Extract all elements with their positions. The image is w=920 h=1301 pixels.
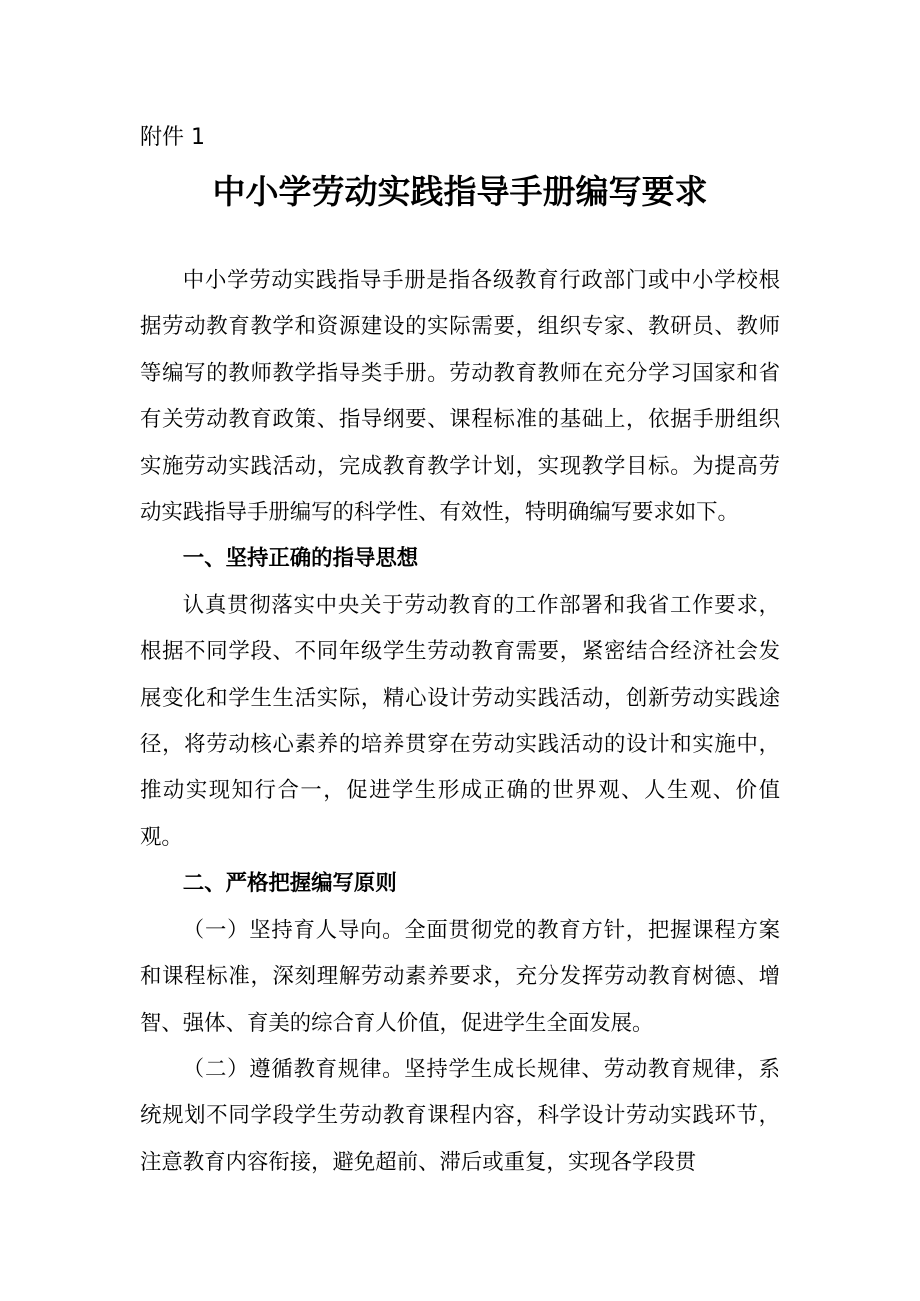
section-guiding-ideology <box>140 536 780 861</box>
section-heading: 二、严格把握编写原则 <box>182 871 397 897</box>
section-paragraph: （一）坚持育人导向。全面贯彻党的教育方针，把握课程方案和课程标准，深刻理解劳动素养要求，充分发挥劳动教育树德、增智、强体、育美的综合育人价值，促进学生全面发展。 <box>140 917 780 1036</box>
section-writing-principles <box>140 861 780 1186</box>
intro-paragraph: 中小学劳动实践指导手册是指各级教育行政部门或中小学校根据劳动教育教学和资源建设的实际需要，组织专家、教研员、教师等编写的教师教学指导类手册。劳动教育教师在充分学习国家和省有关劳动教育政策、指导纲要、课程标准的基础上，依据手册组织实施劳动实践活动，完成教育教学计划，实现教学目标。为提高劳动实践指导手册编写的科学性、有效性，特明确编写要求如下。 <box>140 268 780 526</box>
document-body <box>140 258 780 1186</box>
section-paragraph: （二）遵循教育规律。坚持学生成长规律、劳动教育规律，系统规划不同学段学生劳动教育课程内容，科学设计劳动实践环节，注意教育内容衔接，避免超前、滞后或重复，实现各学段贯 <box>140 1056 780 1175</box>
attachment-label: 附件 1 <box>140 125 205 150</box>
page-title: 中小学劳动实践指导手册编写要求 <box>212 172 708 211</box>
section-heading: 一、坚持正确的指导思想 <box>182 546 419 572</box>
section-paragraph: 认真贯彻落实中央关于劳动教育的工作部署和我省工作要求，根据不同学段、不同年级学生劳动教育需要，紧密结合经济社会发展变化和学生生活实际，精心设计劳动实践活动，创新劳动实践途径，将劳动核心素养的培养贯穿在劳动实践活动的设计和实施中，推动实现知行合一，促进学生形成正确的世界观、人生观、价值观。 <box>140 592 780 850</box>
